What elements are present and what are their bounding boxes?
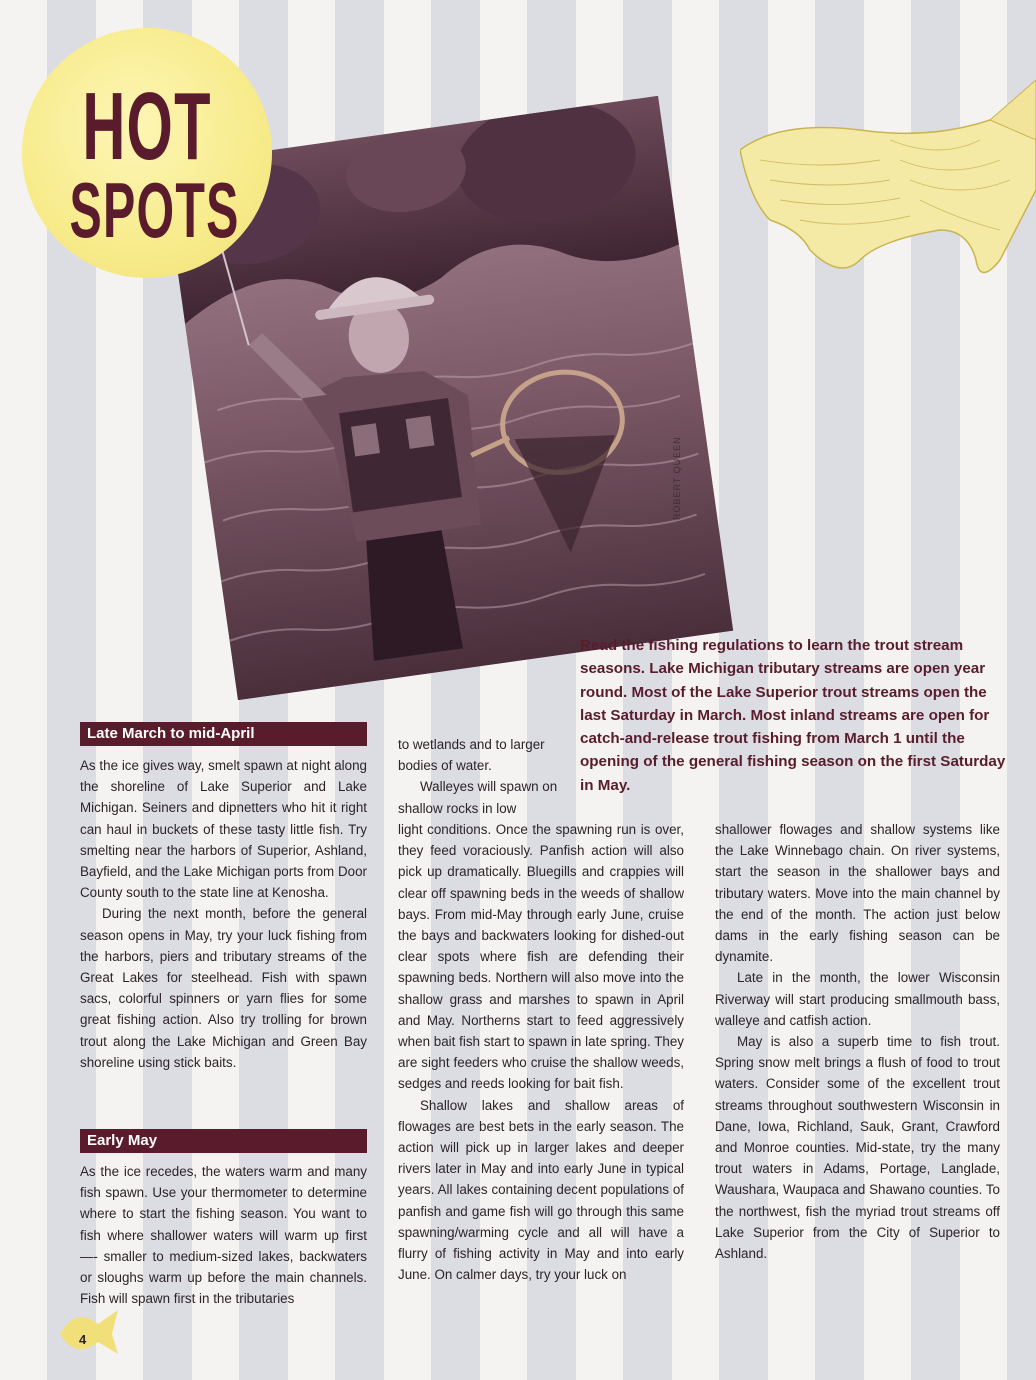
early-may-column-2 bbox=[398, 819, 684, 1285]
callout-text: Read the fishing regulations to learn the trout stream seasons. Lake Michigan tributary streams are open year round. Most of the Lake Superior trout streams open the last Saturday in March. Most inland streams are open for catch-and-release trout fishing from March 1 until the opening of the general fishing season on the first Saturday in May. bbox=[580, 637, 1006, 794]
badge-line-spots: SPOTS bbox=[69, 166, 240, 254]
paragraph-trout: May is also a superb time to fish trout. Spring snow melt brings a flush of food to trout waters. Consider some of the excellent trout streams throughout southwestern Wisconsin in Dane, Iowa, Richland, Sauk, Grant, Crawford and Monroe counties. Mid-state, try the many trout waters in Adams, Portage, Langlade, Waushara, Waupaca and Shawano counties. To the northwest, fish the myriad trout streams off Lake Superior from the City of Superior to Ashland. bbox=[715, 1034, 1000, 1262]
regulations-callout bbox=[580, 634, 1010, 797]
page-number-fish-icon bbox=[56, 1300, 122, 1356]
page-number: 4 bbox=[79, 1332, 87, 1347]
paragraph-steelhead: During the next month, before the general season opens in May, try your luck fishing from the harbors, piers and tributary streams of the Great Lakes for steelhead. Fish with spawn sacs, colorful spinners or yarn flies for some great fishing action. Also try trolling for brown trout along the Lake Michigan and Green Bay shoreline using stick baits. bbox=[80, 906, 367, 1070]
early-may-column-2-top bbox=[398, 734, 560, 819]
section-body-late-march bbox=[80, 755, 367, 1073]
early-may-column-1 bbox=[80, 1161, 367, 1309]
paragraph-ice-recedes: As the ice recedes, the waters warm and many fish spawn. Use your thermometer to determine where to start the fishing season. You want to fish where shallower waters will warm up first —- smaller to medium-sized lakes, backwaters or sloughs warm up before the main channels. Fish will spawn first in the tributaries bbox=[80, 1164, 367, 1307]
paragraph-shallow-lakes: Shallow lakes and shallow areas of flowages are best bets in the early season. The action will pick up in larger lakes and deeper rivers later in May and into early June in typical years. All lakes containing decent populations of panfish and game fish will go through this same spawning/warming cycle and all will have a flurry of fishing activity in May and into early June. On calmer days, try your luck on bbox=[398, 1097, 684, 1283]
badge-line-hot: HOT bbox=[82, 73, 212, 180]
section-heading-late-march: Late March to mid-April bbox=[80, 722, 367, 746]
fish-tail-illustration bbox=[740, 80, 1036, 290]
photo-credit: ROBERT QUEEN bbox=[672, 436, 682, 520]
paragraph-walleye-rest: light conditions. Once the spawning run is over, they feed voraciously. Panfish action will also pick up dramatically. Bluegills and crappies will clear off spawning beds in the weeds of shallow bays. From mid-May through early June, cruise the bays and backwaters looking for dished-out clear spots where fish are defending their spawning beds. Northern will also move into the shallow grass and marshes to spawn in April and May. Northerns start to feed aggressively when bait fish start to spawn in late spring. They are sight feeders who cruise the shallow weeds, sedges and reeds looking for bait fish. bbox=[398, 822, 684, 1092]
paragraph-riverway: Late in the month, the lower Wisconsin Riverway will start producing smallmouth bass, walleye and catfish action. bbox=[715, 970, 1000, 1028]
section-heading-early-may: Early May bbox=[80, 1129, 367, 1153]
paragraph-wetlands: to wetlands and to larger bodies of water. bbox=[398, 737, 545, 774]
paragraph-smelt: As the ice gives way, smelt spawn at night along the shoreline of Lake Superior and Lake Michigan. Seiners and dipnetters who hit it right can haul in buckets of these tasty little fish. Try smelting near the harbors of Superior, Ashland, Bayfield, and the Lake Michigan ports from Door County south to the state line at Kenosha. bbox=[80, 758, 367, 901]
paragraph-walleye-start: Walleyes will spawn on shallow rocks in low bbox=[398, 779, 558, 816]
hot-spots-badge bbox=[22, 28, 272, 278]
early-may-column-3 bbox=[715, 819, 1000, 1264]
paragraph-flowages: shallower flowages and shallow systems like the Lake Winnebago chain. On river systems, start the season in the shallower bays and tributary waters. Move into the main channel by the end of the month. The action just below dams in the early fishing season can be dynamite. bbox=[715, 822, 1000, 965]
